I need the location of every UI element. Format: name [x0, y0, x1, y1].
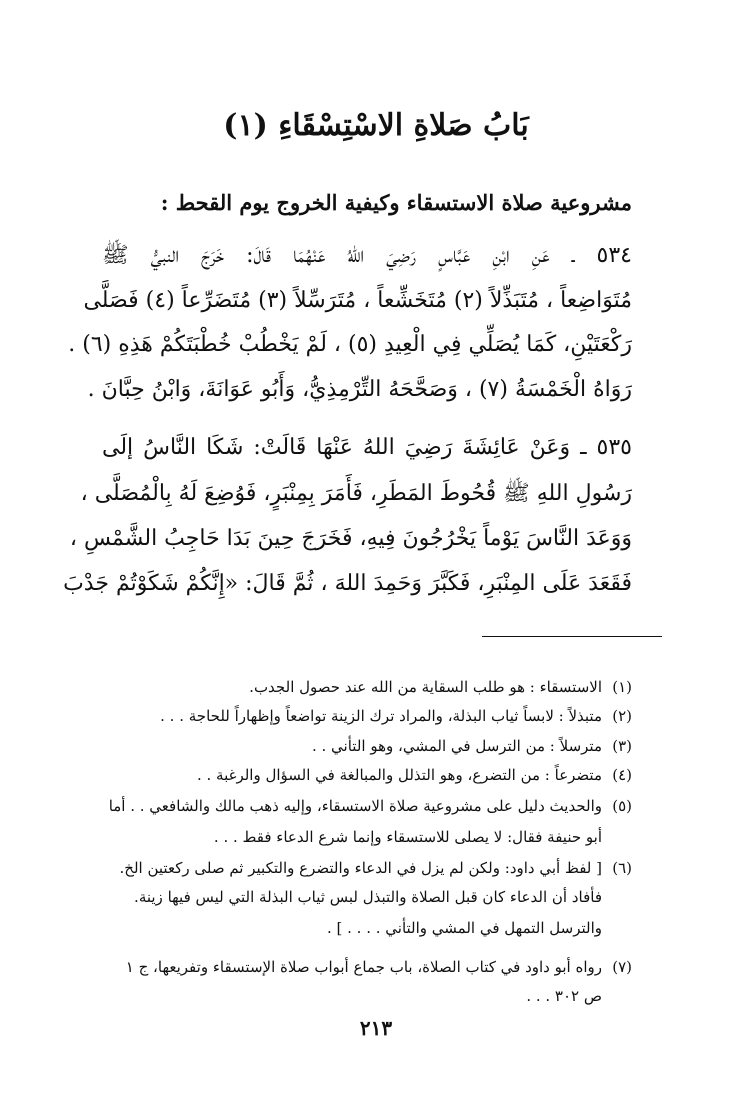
footnote-number: (٣) — [612, 737, 632, 755]
footnote-7-continued — [98, 983, 632, 1009]
footnote-6-continued — [98, 884, 632, 910]
hadith-534-line-3: رَكْعَتَيْنِ، كَمَا يُصَلِّي فِي الْعِيدِ (٥) ، لَمْ يَخْطُبْ خُطْبَتَكُمْ هَذِهِ (٦) . — [68, 332, 632, 357]
footnote-number: (٤) — [612, 766, 632, 784]
footnote-number: (٢) — [612, 707, 632, 725]
footnote-6-continued — [98, 915, 632, 941]
footnote-1 — [98, 674, 632, 700]
footnote-text: رواه أبو داود في كتاب الصلاة، باب جماع أبواب صلاة الإستسقاء وتفريعها، ج ١ — [125, 958, 602, 976]
page-number: ٢١٣ — [359, 1016, 393, 1040]
footnote-text: والحديث دليل على مشروعية صلاة الاستسقاء، وإليه ذهب مالك والشافعي . . أما — [108, 797, 602, 815]
footnote-7 — [98, 954, 632, 980]
hadith-535-line-3: وَوَعَدَ النَّاسَ يَوْماً يَخْرُجُونَ فِيهِ، فَخَرَجَ حِينَ بَدَا حَاجِبُ الشَّمْسِ ، — [69, 526, 632, 551]
hadith-534-line-2: مُتَوَاضِعاً ، مُتَبَذِّلاً (٢) مُتَخَشِّعاً ، مُتَرَسِّلاً (٣) مُتَضَرِّعاً (٤) فَصَلَّى — [83, 288, 632, 313]
footnote-text: [ لفظ أبي داود: ولكن لم يزل في الدعاء والتضرع والتكبير ثم صلى ركعتين الخ. — [119, 859, 602, 877]
footnote-3 — [98, 733, 632, 759]
footnote-text: مترسلاً : من الترسل في المشي، وهو التأني . . — [311, 737, 602, 755]
chapter-title: بَابُ صَلاةِ الاسْتِسْقَاءِ (١) — [223, 108, 529, 143]
footnote-number: (٥) — [612, 797, 632, 815]
footnote-5 — [98, 793, 632, 819]
footnote-4 — [98, 762, 632, 788]
section-heading: مشروعية صلاة الاستسقاء وكيفية الخروج يوم القحط : — [160, 190, 632, 215]
footnote-text: متبذلاً : لابساً ثياب البذلة، والمراد ترك الزينة تواضعاً وإظهاراً للحاجة . . . — [160, 707, 602, 725]
footnote-text: ص ٣٠٢ . . . — [526, 987, 602, 1005]
footnote-divider — [482, 636, 662, 637]
hadith-535-line-1: ٥٣٥ ـ وَعَنْ عَائِشَةَ رَضِيَ اللهُ عَنْهَا قَالَتْ: شَكَا النَّاسُ إلَى — [102, 435, 632, 460]
footnote-number: (٧) — [612, 958, 632, 976]
footnote-text: متضرعاً : من التضرع، وهو التذلل والمبالغة في السؤال والرغبة . . — [196, 766, 602, 784]
hadith-534-line-1: ٥٣٤ ـ عَنِ ابْنِ عَبَّاسٍ رَضِيَ اللهُ عَنْهُمَا قَالَ: خَرَجَ النبيُّ ﷺ — [102, 243, 632, 268]
footnote-text: فأفاد أن الدعاء كان قبل الصلاة والتبذل لبس ثياب البذلة التي ليس فيها زينة. — [134, 888, 602, 906]
hadith-535-line-2: رَسُولِ اللهِ ﷺ قُحُوطَ المَطَرِ، فَأَمَرَ بِمِنْبَرٍ، فَوُضِعَ لَهُ بِالْمُصَلَّى ، — [80, 481, 632, 506]
footnote-6 — [98, 855, 632, 881]
footnote-2 — [98, 703, 632, 729]
hadith-534-line-4: رَوَاهُ الْخَمْسَةُ (٧) ، وَصَحَّحَهُ التِّرْمِذِيُّ، وَأَبُو عَوَانَةَ، وَابْنُ حِبَّانَ . — [87, 377, 632, 402]
footnote-5-continued — [98, 824, 632, 850]
hadith-535-line-4: فَقَعَدَ عَلَى المِنْبَرِ، فَكَبَّرَ وَحَمِدَ اللهَ ، ثُمَّ قَالَ: «إِنَّكُمْ شَكَوْتُمْ جَدْبَ — [63, 571, 632, 596]
footnote-number: (١) — [612, 678, 632, 696]
footnote-number: (٦) — [612, 859, 632, 877]
footnote-text: الاستسقاء : هو طلب السقاية من الله عند حصول الجدب. — [249, 678, 602, 696]
footnote-text: والترسل التمهل في المشي والتأني . . . . ] . — [326, 919, 602, 937]
footnote-text: أبو حنيفة فقال: لا يصلى للاستسقاء وإنما شرع الدعاء فقط . . . — [213, 828, 602, 846]
